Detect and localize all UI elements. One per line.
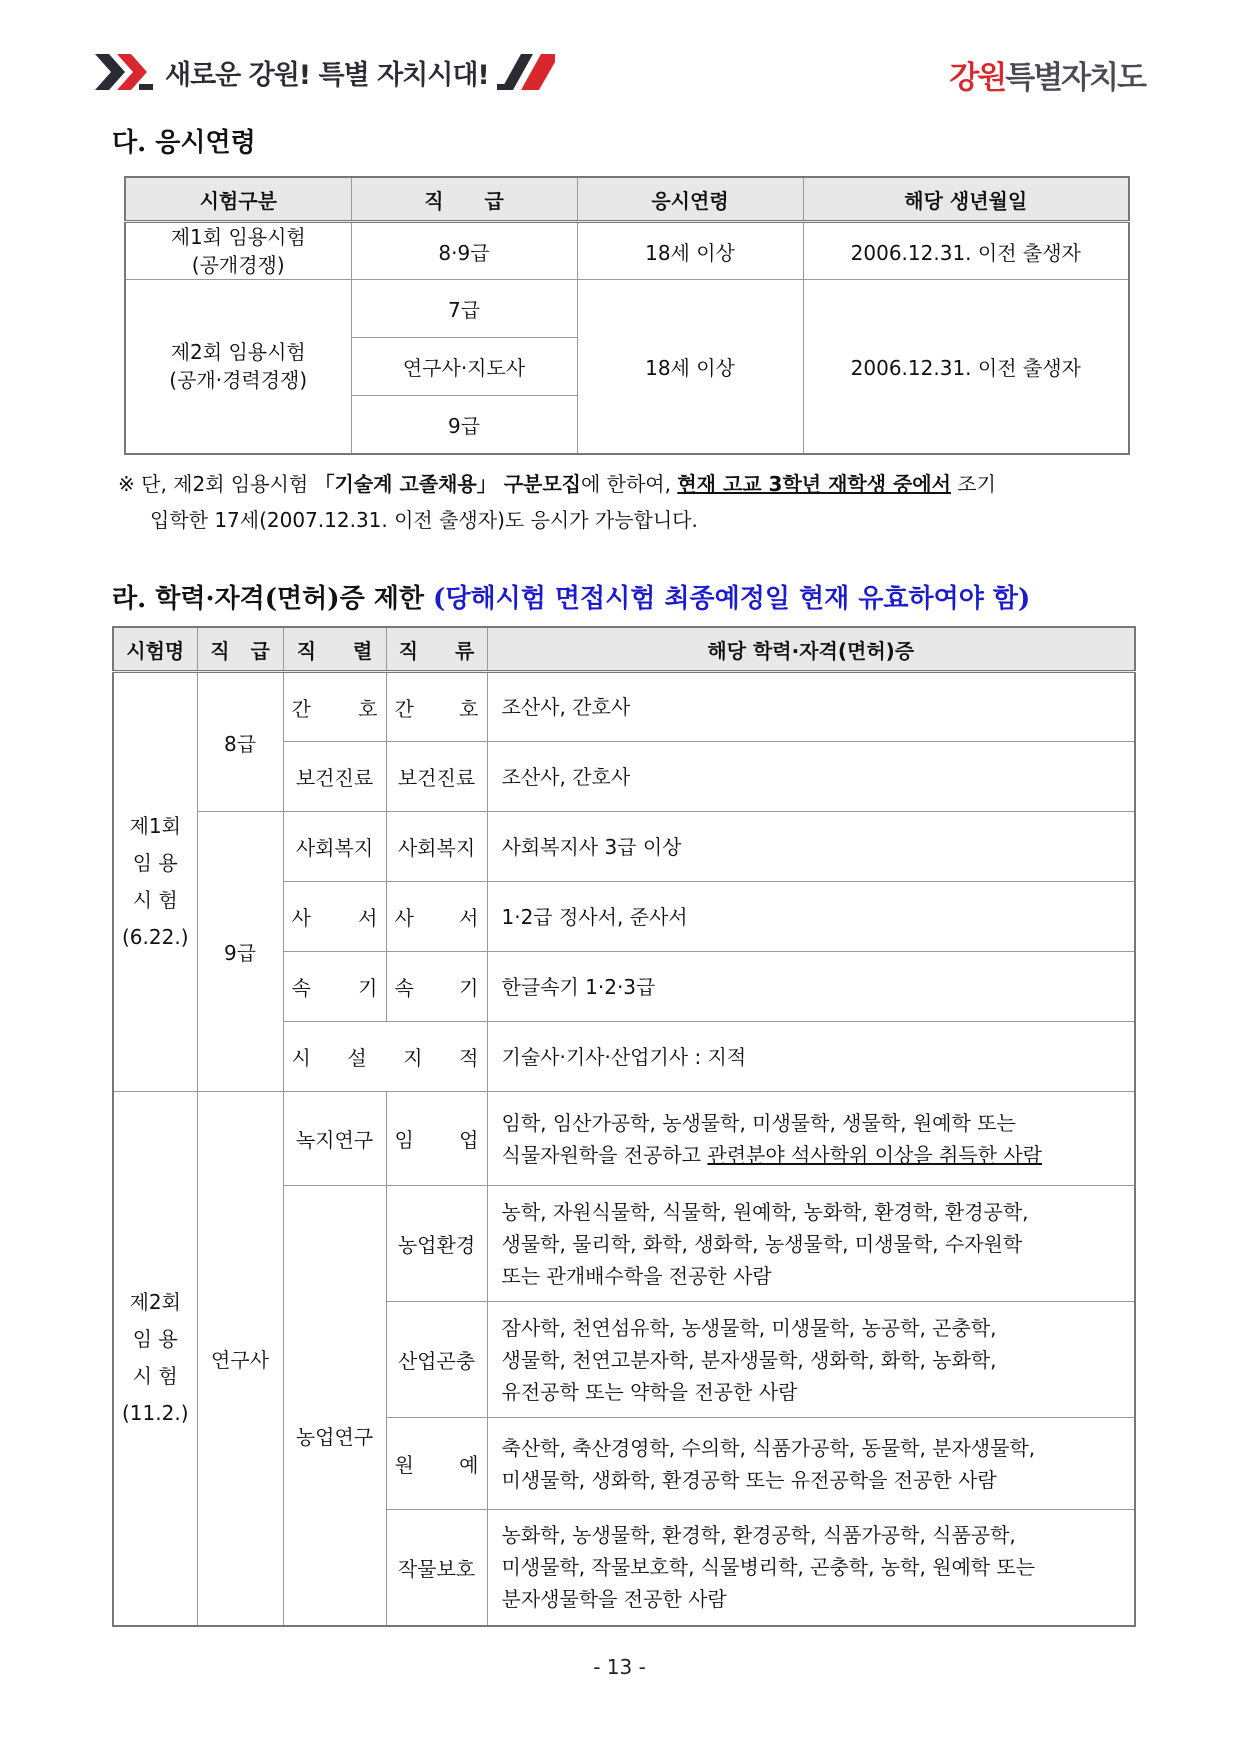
- grade-cell: 연구사·지도사: [351, 338, 577, 396]
- cert-cell: 임학, 임산가공학, 농생물학, 미생물학, 생물학, 원예학 또는 식물자원학을 전공하고 관련분야 석사학위 이상을 취득한 사람: [487, 1092, 1135, 1186]
- column-header: 해당 학력·자격(면허)증: [487, 627, 1135, 672]
- exam-cell: 제1회 임용시험 (공개경쟁): [125, 222, 351, 280]
- table-row: [125, 222, 1129, 280]
- series-cell: 사 서: [283, 882, 386, 952]
- column-header: 직 류: [386, 627, 487, 672]
- age-table: [124, 176, 1130, 455]
- cert-cell: 1·2급 정사서, 준사서: [487, 882, 1135, 952]
- grade-cell: 8급: [197, 672, 283, 812]
- table-header-row: [125, 177, 1129, 222]
- birth-cell: 2006.12.31. 이전 출생자: [803, 222, 1129, 280]
- cert-cell: 기술사·기사·산업기사 : 지적: [487, 1022, 1135, 1092]
- type-cell: 사회복지: [386, 812, 487, 882]
- grade-cell: 9급: [351, 396, 577, 454]
- type-cell: 보건진료: [386, 742, 487, 812]
- series-cell: 간 호: [283, 672, 386, 742]
- series-type-cell: 시 설 지 적: [283, 1022, 487, 1092]
- left-chevron-icon: [95, 54, 153, 90]
- grade-cell: 8·9급: [351, 222, 577, 280]
- column-header: 시험구분: [125, 177, 351, 222]
- series-cell: 사회복지: [283, 812, 386, 882]
- slogan-text: 새로운 강원! 특별 자치시대!: [165, 59, 489, 91]
- series-cell: 농업연구: [283, 1186, 386, 1626]
- cert-cell: 조산사, 간호사: [487, 672, 1135, 742]
- table-header-row: [113, 627, 1135, 672]
- column-header: 응시연령: [577, 177, 803, 222]
- cert-cell: 한글속기 1·2·3급: [487, 952, 1135, 1022]
- type-cell: 산업곤충: [386, 1302, 487, 1418]
- exam-name-cell: 제1회 임 용 시 험 (6.22.): [113, 672, 197, 1092]
- series-cell: 보건진료: [283, 742, 386, 812]
- column-header: 시험명: [113, 627, 197, 672]
- cert-cell: 잠사학, 천연섬유학, 농생물학, 미생물학, 농공학, 곤충학, 생물학, 천연고분자학, 분자생물학, 생화학, 화학, 농화학, 유전공학 또는 약학을 전공한 사람: [487, 1302, 1135, 1418]
- type-cell: 원 예: [386, 1418, 487, 1510]
- exam-name-cell: 제2회 임 용 시 험 (11.2.): [113, 1092, 197, 1626]
- cert-cell: 조산사, 간호사: [487, 742, 1135, 812]
- section-title-age: 다. 응시연령: [112, 128, 256, 158]
- table-row: [125, 280, 1129, 338]
- cert-cell: 축산학, 축산경영학, 수의학, 식품가공학, 동물학, 분자생물학, 미생물학, 생화학, 환경공학 또는 유전공학을 전공한 사람: [487, 1418, 1135, 1510]
- age-note: ※ 단, 제2회 임용시험 「기술계 고졸채용」 구분모집에 한하여, 현재 고교 3학년 재학생 중에서 조기 입학한 17세(2007.12.31. 이전 출생자)도 응시가 가능합니다.: [118, 472, 996, 532]
- column-header: 직 렬: [283, 627, 386, 672]
- section-subtitle: (당해시험 면접시험 최종예정일 현재 유효하여야 함): [433, 584, 1031, 614]
- exam-cell: 제2회 임용시험 (공개·경력경쟁): [125, 280, 351, 454]
- type-cell: 농업환경: [386, 1186, 487, 1302]
- section-title-qualification: 라. 학력·자격(면허)증 제한 (당해시험 면접시험 최종예정일 현재 유효하여야 함): [112, 584, 1031, 614]
- page-header: [95, 52, 1145, 96]
- age-cell: 18세 이상: [577, 280, 803, 454]
- table-row: [113, 812, 1135, 882]
- series-cell: 녹지연구: [283, 1092, 386, 1186]
- birth-cell: 2006.12.31. 이전 출생자: [803, 280, 1129, 454]
- grade-cell: 연구사: [197, 1092, 283, 1626]
- table-row: [113, 1092, 1135, 1186]
- column-header: 직 급: [351, 177, 577, 222]
- slogan-banner: [95, 52, 555, 92]
- type-cell: 간 호: [386, 672, 487, 742]
- right-slash-icon: [497, 54, 555, 90]
- type-cell: 사 서: [386, 882, 487, 952]
- cert-cell: 농화학, 농생물학, 환경학, 환경공학, 식품가공학, 식품공학, 미생물학, 작물보호학, 식물병리학, 곤충학, 농학, 원예학 또는 분자생물학을 전공한 사람: [487, 1510, 1135, 1626]
- brand-logo: 강원특별자치도: [949, 60, 1145, 96]
- type-cell: 임 업: [386, 1092, 487, 1186]
- column-header: 직 급: [197, 627, 283, 672]
- type-cell: 속 기: [386, 952, 487, 1022]
- qualification-table: [112, 626, 1136, 1627]
- grade-cell: 7급: [351, 280, 577, 338]
- table-row: [113, 672, 1135, 742]
- type-cell: 작물보호: [386, 1510, 487, 1626]
- grade-cell: 9급: [197, 812, 283, 1092]
- cert-cell: 농학, 자원식물학, 식물학, 원예학, 농화학, 환경학, 환경공학, 생물학, 물리학, 화학, 생화학, 농생물학, 미생물학, 수자원학 또는 관개배수학을 전공한 사람: [487, 1186, 1135, 1302]
- page-number: - 13 -: [593, 1655, 646, 1679]
- series-cell: 속 기: [283, 952, 386, 1022]
- age-cell: 18세 이상: [577, 222, 803, 280]
- cert-cell: 사회복지사 3급 이상: [487, 812, 1135, 882]
- column-header: 해당 생년월일: [803, 177, 1129, 222]
